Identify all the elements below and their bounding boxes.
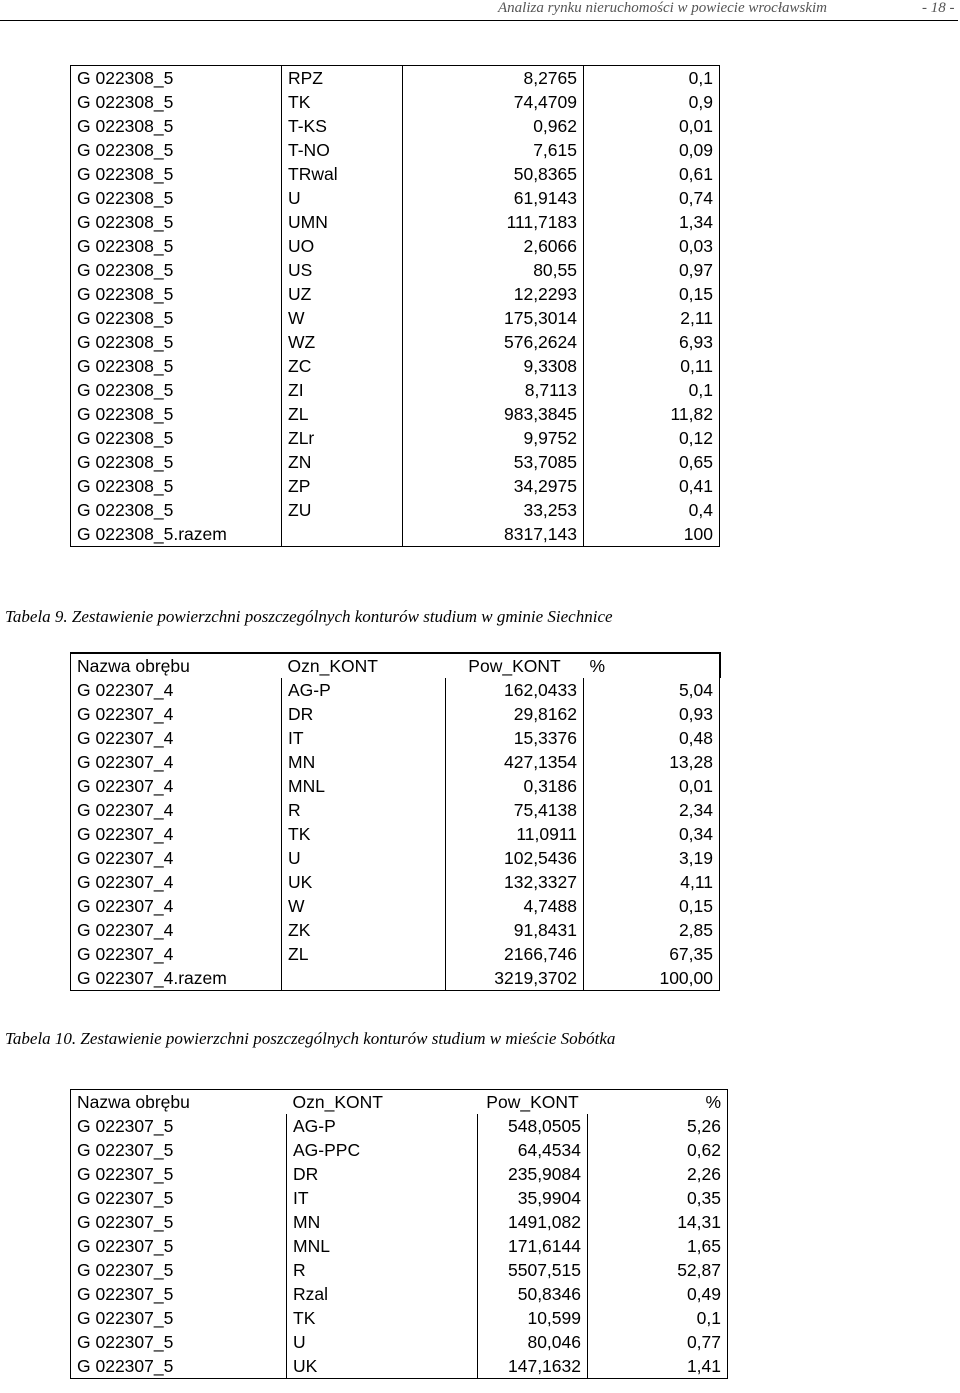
table-cell: G 022307_5 xyxy=(71,1282,287,1306)
table-cell: G 022307_5 xyxy=(71,1114,287,1138)
table-cell: UMN xyxy=(282,210,403,234)
table-cell: 3219,3702 xyxy=(446,966,584,991)
table-row xyxy=(71,354,720,378)
table-cell: 0,48 xyxy=(584,726,720,750)
table-row xyxy=(71,870,720,894)
table-cell: ZN xyxy=(282,450,403,474)
table-row xyxy=(71,678,720,702)
table-cell: ZLr xyxy=(282,426,403,450)
table-cell: 0,34 xyxy=(584,822,720,846)
table-row xyxy=(71,1234,728,1258)
table-cell: 1,41 xyxy=(588,1354,728,1379)
table-cell: 0,65 xyxy=(584,450,720,474)
table-row xyxy=(71,66,720,91)
table-row xyxy=(71,330,720,354)
table-cell: 9,3308 xyxy=(403,354,584,378)
table-cell: 1,65 xyxy=(588,1234,728,1258)
table-cell: 8,7113 xyxy=(403,378,584,402)
header-title: Analiza rynku nieruchomości w powiecie wrocławskim xyxy=(498,0,827,16)
table-cell: 111,7183 xyxy=(403,210,584,234)
table-cell: ZL xyxy=(282,402,403,426)
table-cell: G 022308_5.razem xyxy=(71,522,282,547)
table-row xyxy=(71,1162,728,1186)
table-cell: 0,74 xyxy=(584,186,720,210)
table-cell: MNL xyxy=(282,774,446,798)
table-cell: 8,2765 xyxy=(403,66,584,91)
table-cell: 0,1 xyxy=(584,378,720,402)
table-cell: 2,11 xyxy=(584,306,720,330)
table-total-row xyxy=(71,966,720,991)
table-cell: ZI xyxy=(282,378,403,402)
table-row xyxy=(71,162,720,186)
table-cell: 147,1632 xyxy=(478,1354,588,1379)
table-cell: G 022307_5 xyxy=(71,1162,287,1186)
table-cell: G 022308_5 xyxy=(71,234,282,258)
table-row xyxy=(71,1186,728,1210)
table-row xyxy=(71,846,720,870)
table-row xyxy=(71,282,720,306)
table-cell: 0,35 xyxy=(588,1186,728,1210)
table-cell: G 022308_5 xyxy=(71,210,282,234)
table-cell: 0,01 xyxy=(584,774,720,798)
table-cell: W xyxy=(282,894,446,918)
table-cell: 0,9 xyxy=(584,90,720,114)
table-row xyxy=(71,402,720,426)
table-cell: G 022307_5 xyxy=(71,1306,287,1330)
page-header xyxy=(0,0,958,21)
table-header-row xyxy=(71,1090,728,1115)
table-cell: ZP xyxy=(282,474,403,498)
table-cell: 0,03 xyxy=(584,234,720,258)
table-row xyxy=(71,474,720,498)
table-cell: G 022307_5 xyxy=(71,1186,287,1210)
table-cell: R xyxy=(282,798,446,822)
table-cell: 576,2624 xyxy=(403,330,584,354)
table-cell: 74,4709 xyxy=(403,90,584,114)
table-cell: 5507,515 xyxy=(478,1258,588,1282)
table-10-caption: Tabela 10. Zestawienie powierzchni poszczególnych konturów studium w mieście Sobótka xyxy=(5,1029,616,1048)
table-cell: 80,046 xyxy=(478,1330,588,1354)
table-cell: TRwal xyxy=(282,162,403,186)
table-cell: G 022308_5 xyxy=(71,162,282,186)
table-cell: 100,00 xyxy=(584,966,720,991)
table-9 xyxy=(70,652,721,991)
table-cell: G 022308_5 xyxy=(71,306,282,330)
table-cell: 29,8162 xyxy=(446,702,584,726)
table-cell: 75,4138 xyxy=(446,798,584,822)
table-cell: WZ xyxy=(282,330,403,354)
column-header: Nazwa obrębu xyxy=(71,1090,287,1115)
table-cell: 0,1 xyxy=(588,1306,728,1330)
table-kontury-022308-5 xyxy=(70,65,720,547)
table-cell: 13,28 xyxy=(584,750,720,774)
table-cell: 11,0911 xyxy=(446,822,584,846)
table-cell: G 022307_4 xyxy=(71,918,282,942)
table-cell: MN xyxy=(282,750,446,774)
table-row xyxy=(71,450,720,474)
table-cell: 983,3845 xyxy=(403,402,584,426)
table-cell: G 022307_4 xyxy=(71,678,282,702)
table-row xyxy=(71,1282,728,1306)
table-cell: G 022307_4 xyxy=(71,798,282,822)
table-cell: 0,09 xyxy=(584,138,720,162)
table-row xyxy=(71,186,720,210)
table-cell: G 022307_4 xyxy=(71,726,282,750)
table-cell: 235,9084 xyxy=(478,1162,588,1186)
table-cell: 0,1 xyxy=(584,66,720,91)
table-cell: 0,962 xyxy=(403,114,584,138)
table-cell: 0,01 xyxy=(584,114,720,138)
table-row xyxy=(71,306,720,330)
table-cell: G 022308_5 xyxy=(71,138,282,162)
table-cell: UK xyxy=(282,870,446,894)
table-cell: TK xyxy=(282,90,403,114)
table-cell: 67,35 xyxy=(584,942,720,966)
table-cell: ZU xyxy=(282,498,403,522)
column-header: % xyxy=(584,653,720,678)
table-cell: ZK xyxy=(282,918,446,942)
table-cell: T-NO xyxy=(282,138,403,162)
table-cell: 15,3376 xyxy=(446,726,584,750)
table-row xyxy=(71,702,720,726)
table-cell: G 022307_4 xyxy=(71,774,282,798)
table-cell: 0,11 xyxy=(584,354,720,378)
table-cell: AG-PPC xyxy=(287,1138,478,1162)
table-cell: 4,11 xyxy=(584,870,720,894)
table-row xyxy=(71,918,720,942)
table-cell: US xyxy=(282,258,403,282)
table-row xyxy=(71,774,720,798)
table-row xyxy=(71,498,720,522)
table-cell: G 022308_5 xyxy=(71,282,282,306)
table-cell: Rzal xyxy=(287,1282,478,1306)
table-cell: 50,8346 xyxy=(478,1282,588,1306)
table-row xyxy=(71,822,720,846)
column-header: Ozn_KONT xyxy=(287,1090,478,1115)
table-cell: G 022307_4 xyxy=(71,822,282,846)
table-cell: 2,34 xyxy=(584,798,720,822)
table-cell: G 022308_5 xyxy=(71,354,282,378)
table-cell: 0,93 xyxy=(584,702,720,726)
table-cell: G 022308_5 xyxy=(71,114,282,138)
table-cell: 0,61 xyxy=(584,162,720,186)
table-cell: UO xyxy=(282,234,403,258)
table-cell: 64,4534 xyxy=(478,1138,588,1162)
table-cell: 6,93 xyxy=(584,330,720,354)
table-cell: G 022308_5 xyxy=(71,378,282,402)
table-cell: MN xyxy=(287,1210,478,1234)
table-row xyxy=(71,138,720,162)
table-cell: 3,19 xyxy=(584,846,720,870)
table-9-caption: Tabela 9. Zestawienie powierzchni poszczególnych konturów studium w gminie Siechnice xyxy=(5,607,613,626)
table-cell xyxy=(282,966,446,991)
table-cell: AG-P xyxy=(282,678,446,702)
table-cell: 14,31 xyxy=(588,1210,728,1234)
column-header: Ozn_KONT xyxy=(282,653,446,678)
table-row xyxy=(71,1138,728,1162)
table-cell: UZ xyxy=(282,282,403,306)
table-row xyxy=(71,1330,728,1354)
table-cell: 35,9904 xyxy=(478,1186,588,1210)
table-cell: 0,12 xyxy=(584,426,720,450)
table-cell: G 022307_5 xyxy=(71,1210,287,1234)
table-cell: 2,6066 xyxy=(403,234,584,258)
table-cell: RPZ xyxy=(282,66,403,91)
table-cell: 7,615 xyxy=(403,138,584,162)
table-cell: AG-P xyxy=(287,1114,478,1138)
table-cell: R xyxy=(287,1258,478,1282)
table-row xyxy=(71,942,720,966)
table-cell: 0,15 xyxy=(584,282,720,306)
table-cell: 8317,143 xyxy=(403,522,584,547)
table-cell: G 022308_5 xyxy=(71,90,282,114)
table-cell: G 022308_5 xyxy=(71,330,282,354)
table-cell: G 022307_4 xyxy=(71,870,282,894)
table-cell: DR xyxy=(287,1162,478,1186)
page-number: - 18 - xyxy=(922,0,955,16)
table-header-row xyxy=(71,653,720,678)
table-cell: 0,49 xyxy=(588,1282,728,1306)
table-cell: U xyxy=(282,846,446,870)
column-header: Pow_KONT xyxy=(478,1090,588,1115)
table-cell: G 022307_4.razem xyxy=(71,966,282,991)
table-cell: DR xyxy=(282,702,446,726)
table-cell: G 022307_5 xyxy=(71,1234,287,1258)
column-header: Pow_KONT xyxy=(446,653,584,678)
table-row xyxy=(71,1354,728,1379)
table-row xyxy=(71,210,720,234)
table-cell: 10,599 xyxy=(478,1306,588,1330)
table-cell: 0,77 xyxy=(588,1330,728,1354)
table-cell: 162,0433 xyxy=(446,678,584,702)
table-cell: 11,82 xyxy=(584,402,720,426)
table-cell: ZL xyxy=(282,942,446,966)
table-row xyxy=(71,234,720,258)
table-cell: 427,1354 xyxy=(446,750,584,774)
table-cell: U xyxy=(287,1330,478,1354)
table-cell: 0,41 xyxy=(584,474,720,498)
table-row xyxy=(71,1258,728,1282)
table-cell: MNL xyxy=(287,1234,478,1258)
column-header: Nazwa obrębu xyxy=(71,653,282,678)
table-cell: G 022308_5 xyxy=(71,474,282,498)
table-row xyxy=(71,1114,728,1138)
table-cell: G 022308_5 xyxy=(71,498,282,522)
table-cell: G 022307_5 xyxy=(71,1258,287,1282)
table-10 xyxy=(70,1089,728,1379)
column-header: % xyxy=(588,1090,728,1115)
table-cell: 5,04 xyxy=(584,678,720,702)
table-cell: G 022307_5 xyxy=(71,1354,287,1379)
table-cell: 0,97 xyxy=(584,258,720,282)
table-row xyxy=(71,750,720,774)
table-cell: 102,5436 xyxy=(446,846,584,870)
table-cell: 100 xyxy=(584,522,720,547)
table-cell: 12,2293 xyxy=(403,282,584,306)
table-cell: IT xyxy=(287,1186,478,1210)
table-cell: 175,3014 xyxy=(403,306,584,330)
table-cell: 80,55 xyxy=(403,258,584,282)
table-cell: 33,253 xyxy=(403,498,584,522)
table-cell: G 022308_5 xyxy=(71,402,282,426)
table-cell: T-KS xyxy=(282,114,403,138)
table-cell: 1491,082 xyxy=(478,1210,588,1234)
table-row xyxy=(71,894,720,918)
table-cell: 52,87 xyxy=(588,1258,728,1282)
table-cell: G 022307_4 xyxy=(71,846,282,870)
table-cell: 171,6144 xyxy=(478,1234,588,1258)
table-cell: IT xyxy=(282,726,446,750)
table-row xyxy=(71,726,720,750)
table-cell: G 022307_4 xyxy=(71,750,282,774)
table-cell: G 022308_5 xyxy=(71,258,282,282)
table-cell: 50,8365 xyxy=(403,162,584,186)
table-row xyxy=(71,90,720,114)
table-cell: 548,0505 xyxy=(478,1114,588,1138)
table-cell: G 022307_4 xyxy=(71,894,282,918)
table-cell: 53,7085 xyxy=(403,450,584,474)
table-row xyxy=(71,1210,728,1234)
table-row xyxy=(71,258,720,282)
table-row xyxy=(71,378,720,402)
table-cell: 9,9752 xyxy=(403,426,584,450)
table-cell: TK xyxy=(287,1306,478,1330)
table-row xyxy=(71,426,720,450)
table-cell: ZC xyxy=(282,354,403,378)
table-cell: G 022308_5 xyxy=(71,186,282,210)
table-cell: G 022308_5 xyxy=(71,426,282,450)
table-row xyxy=(71,114,720,138)
table-cell: 5,26 xyxy=(588,1114,728,1138)
table-cell: UK xyxy=(287,1354,478,1379)
table-row xyxy=(71,798,720,822)
table-cell: 34,2975 xyxy=(403,474,584,498)
table-cell: U xyxy=(282,186,403,210)
table-cell: TK xyxy=(282,822,446,846)
table-cell: 61,9143 xyxy=(403,186,584,210)
table-cell: 91,8431 xyxy=(446,918,584,942)
table-cell: 132,3327 xyxy=(446,870,584,894)
table-row xyxy=(71,1306,728,1330)
table-cell: G 022307_5 xyxy=(71,1330,287,1354)
table-cell: G 022307_5 xyxy=(71,1138,287,1162)
table-cell: G 022308_5 xyxy=(71,450,282,474)
table-cell: G 022307_4 xyxy=(71,942,282,966)
table-cell: 2,26 xyxy=(588,1162,728,1186)
table-total-row xyxy=(71,522,720,547)
table-cell: 4,7488 xyxy=(446,894,584,918)
table-cell: 0,15 xyxy=(584,894,720,918)
table-cell: 2166,746 xyxy=(446,942,584,966)
table-cell: 0,62 xyxy=(588,1138,728,1162)
table-cell: G 022307_4 xyxy=(71,702,282,726)
table-cell: 0,3186 xyxy=(446,774,584,798)
table-cell: 2,85 xyxy=(584,918,720,942)
table-cell: 1,34 xyxy=(584,210,720,234)
table-cell xyxy=(282,522,403,547)
table-cell: 0,4 xyxy=(584,498,720,522)
table-cell: W xyxy=(282,306,403,330)
table-cell: G 022308_5 xyxy=(71,66,282,91)
